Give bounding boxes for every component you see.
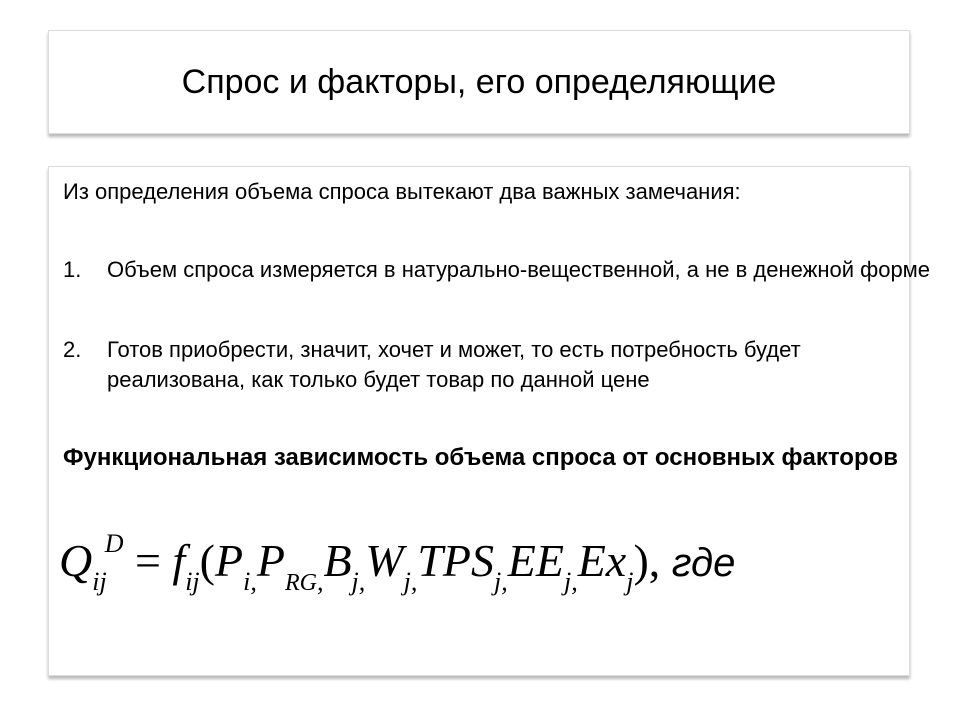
formula-ex-subscript: j (626, 567, 634, 596)
formula-w-subscript: j (403, 567, 411, 596)
formula-ee: EE (507, 535, 564, 586)
formula-q: Q (59, 535, 93, 586)
list-item-text: Готов приобрести, значит, хочет и может, то есть потребность будет реализована, как только будет товар по данной цене (107, 337, 801, 392)
content-box (48, 166, 931, 676)
formula-tps-subscript: j (494, 567, 502, 596)
list-item (63, 255, 942, 285)
list-item (63, 335, 942, 395)
formula-ee-subscript: j (563, 567, 572, 596)
list-item-text: Объем спроса измеряется в натурально-вещественной, а не в денежной форме (107, 257, 931, 282)
formula-p: P (214, 535, 244, 586)
formula-f: f (172, 535, 186, 586)
formula-prg-subscript: RG (284, 570, 317, 596)
formula-b: B (323, 535, 352, 586)
title-box (48, 30, 910, 134)
formula-b-subscript: j (351, 567, 359, 596)
formula-tps: TPS (417, 535, 495, 586)
list-item-number: 1. (63, 257, 82, 282)
intro-text: Из определения объема спроса вытекают два важных замечания: (63, 179, 741, 204)
formula-ex: Ex (577, 535, 627, 586)
demand-formula: $Q_{ij}^D = f_{ij}(P_{i,}P_{RG,}B_{j,}W_{j,}TPS_{j,}EE_{j,}Ex_j)$, где (59, 529, 736, 596)
formula-p-subscript: i (243, 567, 251, 596)
formula-where: где (671, 541, 736, 585)
formula-w: W (365, 535, 404, 586)
bold-statement: Функциональная зависимость объема спроса от основных факторов (63, 444, 899, 471)
formula-close-paren: ), (633, 535, 661, 586)
slide-title: Спрос и факторы, его определяющие (181, 62, 777, 101)
formula-f-subscript: ij (185, 567, 200, 596)
formula-q-superscript: D (104, 529, 124, 558)
formula-q-subscript: ij (92, 567, 107, 596)
formula-equals: = (134, 535, 161, 586)
formula-prg: P (256, 535, 285, 586)
list-item-number: 2. (63, 337, 82, 362)
formula-open-paren: ( (199, 535, 215, 586)
